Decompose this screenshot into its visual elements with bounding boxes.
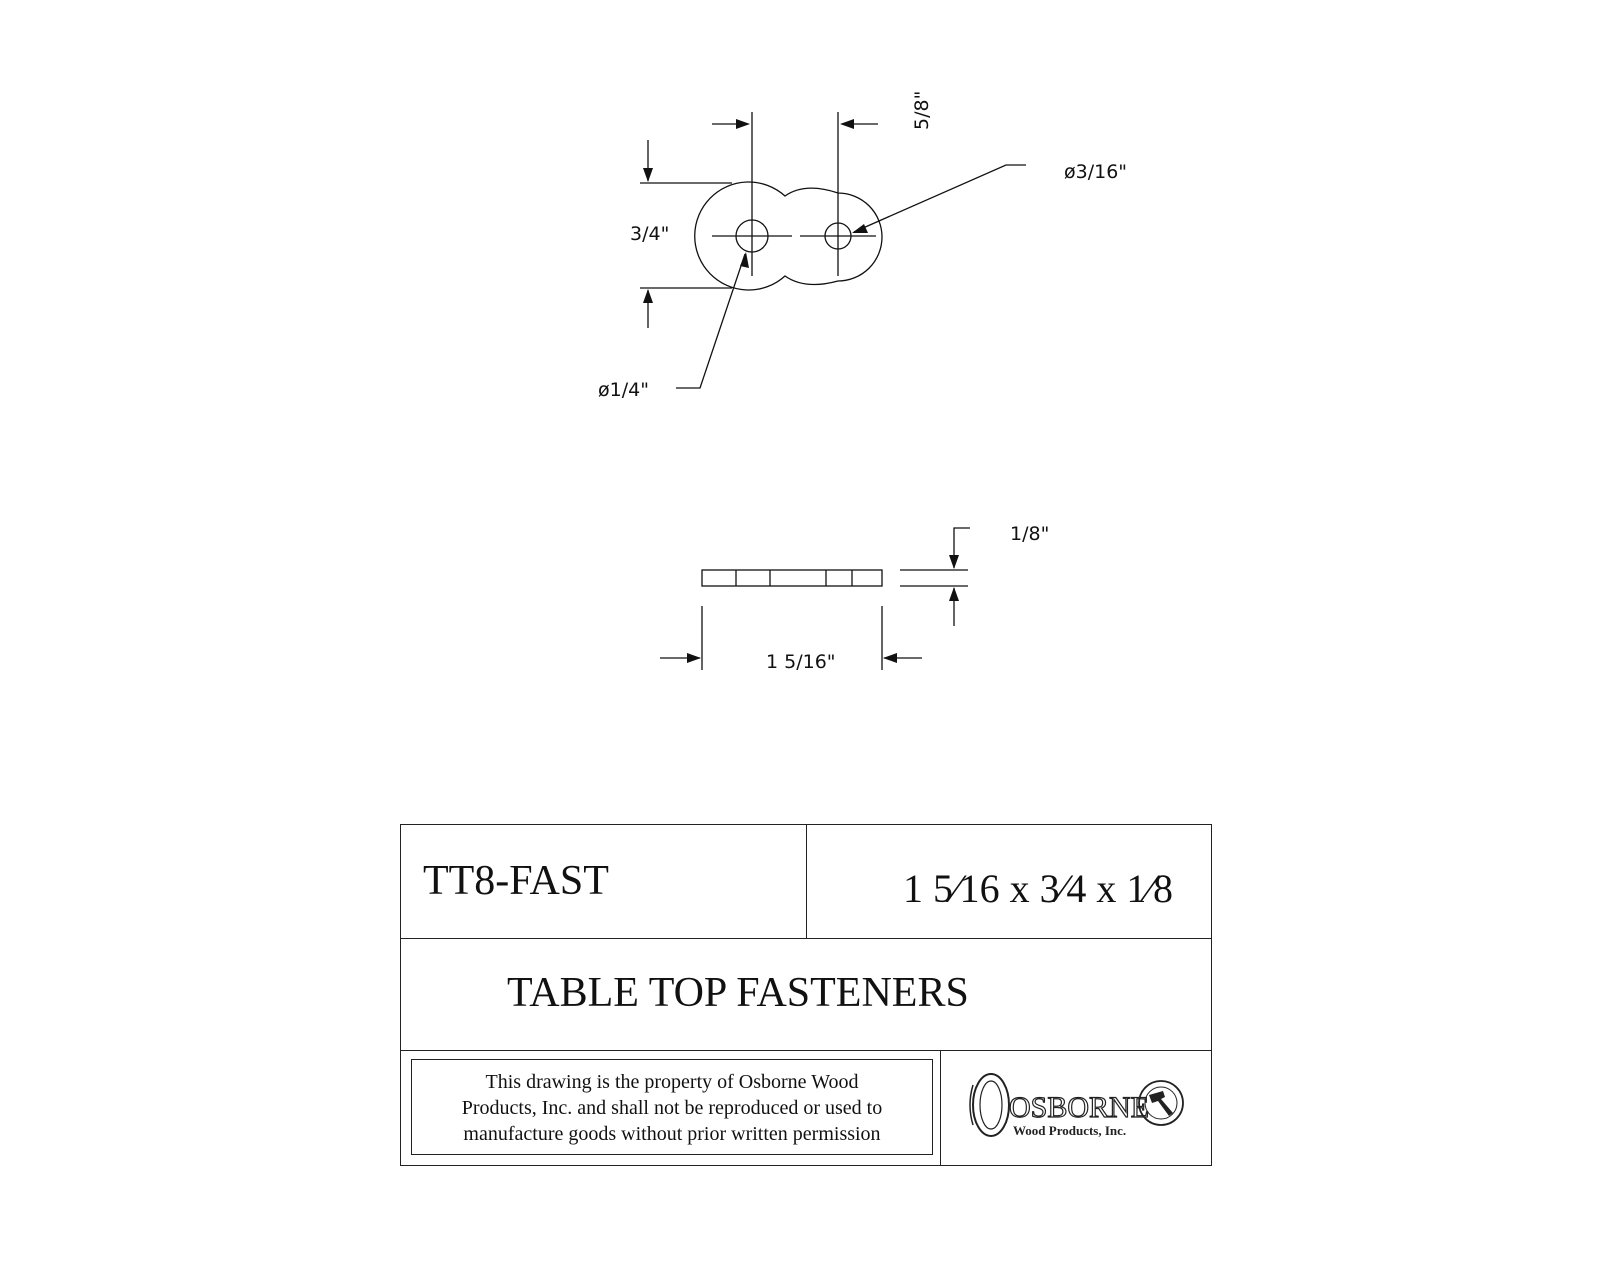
length-dimension-label: 1 5/16" — [766, 651, 836, 673]
arrow-width-bottom — [643, 289, 653, 303]
notice-cell — [401, 1051, 941, 1165]
thickness-dimension-label: 1/8" — [1010, 523, 1050, 545]
company-logo-cell — [941, 1051, 1211, 1165]
footer-row — [401, 1051, 1211, 1165]
notice-line: Products, Inc. and shall not be reproduced or used to — [461, 1097, 883, 1119]
part-description: TABLE TOP FASTENERS — [507, 970, 969, 1016]
arrow-thickness-top — [949, 555, 959, 569]
hammer-icon — [1149, 1091, 1173, 1116]
arrow-small-hole — [852, 224, 868, 233]
part-number-cell — [401, 825, 807, 938]
arrow-spacing-left — [736, 119, 750, 129]
description-row — [401, 939, 1211, 1051]
arrow-width-top — [643, 168, 653, 182]
property-notice — [411, 1059, 933, 1155]
arrow-length-right — [883, 653, 897, 663]
arrow-length-left — [687, 653, 701, 663]
part-number: TT8-FAST — [423, 858, 609, 904]
arrow-spacing-right — [840, 119, 854, 129]
width-dimension-label: 3/4" — [630, 223, 670, 245]
title-block-header-row — [401, 825, 1211, 939]
title-block — [400, 824, 1212, 1166]
notice-line: manufacture goods without prior written permission — [463, 1123, 881, 1145]
logo-o-ring — [973, 1074, 1009, 1136]
large-hole-diameter-label: ø1/4" — [598, 379, 649, 401]
logo-o-inner — [980, 1081, 1002, 1129]
side-view — [660, 523, 1049, 673]
part-size: 1 5⁄16 x 3⁄4 x 1⁄8 — [903, 866, 1174, 911]
notice-line: This drawing is the property of Osborne Wood — [485, 1071, 859, 1093]
arrow-thickness-bottom — [949, 587, 959, 601]
spacing-dimension-label: 5/8" — [911, 90, 933, 130]
logo-tagline: Wood Products, Inc. — [1013, 1123, 1127, 1138]
fastener-side-profile — [702, 570, 882, 586]
small-hole-diameter-label: ø3/16" — [1064, 161, 1128, 183]
top-view — [598, 91, 1127, 401]
osborne-logo — [965, 1067, 1195, 1149]
logo-name: OSBORNE — [1009, 1091, 1150, 1124]
size-cell — [807, 825, 1211, 938]
